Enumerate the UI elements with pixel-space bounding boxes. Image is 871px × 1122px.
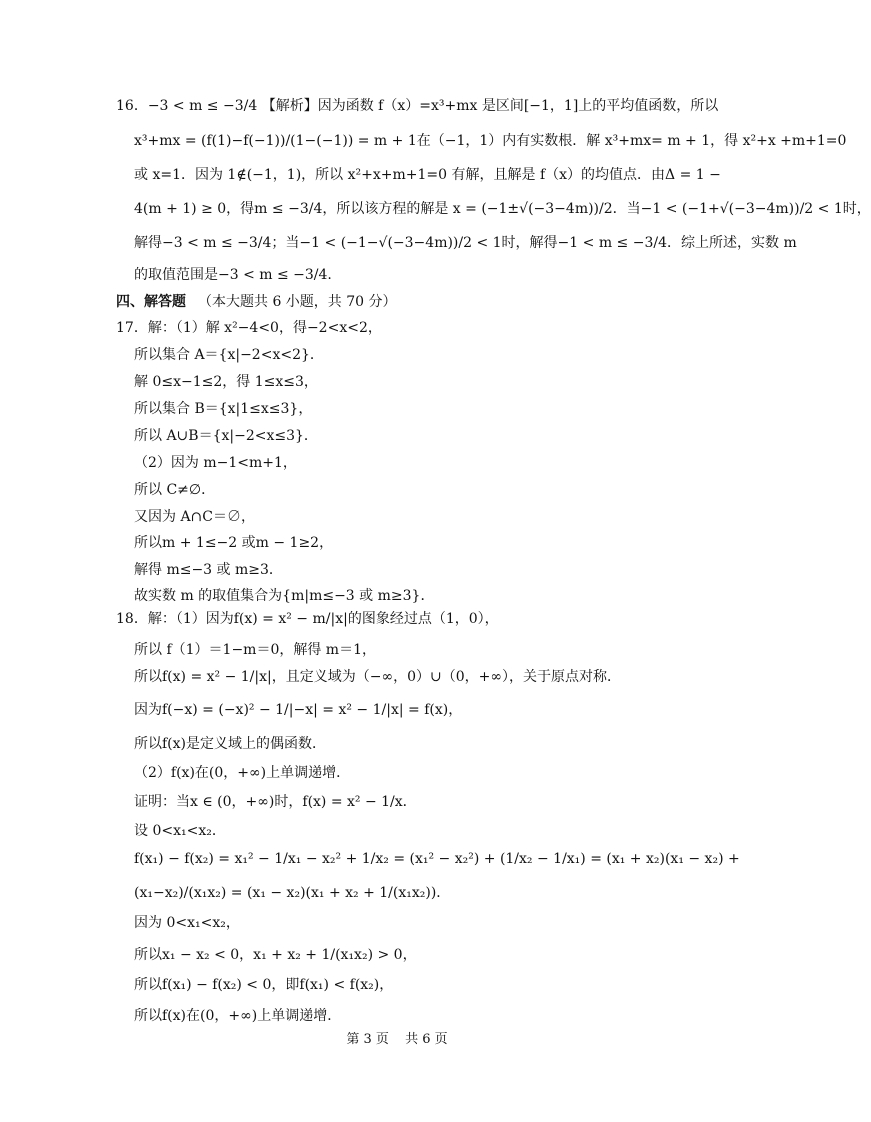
q17-line-text: 所以集合 B＝{x|1≤x≤3}， [134, 401, 313, 417]
q17-line-text: （2）因为 m−1<m+1， [134, 455, 297, 471]
q17-line-text: 所以 A∪B＝{x|−2<x≤3}． [134, 428, 318, 444]
page-number: 第 3 页 [346, 1032, 389, 1047]
page-footer [0, 1028, 794, 1047]
q16-text: 的取值范围是−3 < m ≤ −3/4. [134, 267, 332, 283]
q16-text: 或 x=1．因为 1∉(−1，1)，所以 x²+x+m+1=0 有解，且解是 f（x）的均值点．由Δ = 1 − [134, 167, 721, 183]
q17-line-text: 所以 C≠∅． [134, 482, 216, 498]
q18-line-text: 设 0<x₁<x₂． [134, 823, 226, 839]
q17-line-text: 故实数 m 的取值集合为{m|m≤−3 或 m≥3}． [134, 588, 435, 604]
q17-line-text: 所以集合 A＝{x|−2<x<2}． [134, 347, 324, 363]
q17-line-text: 解得 m≤−3 或 m≥3． [134, 562, 283, 578]
q18-line-text: f(x₁) − f(x₂) = x₁² − 1/x₁ − x₂² + 1/x₂ = (x₁² − x₂²) + (1/x₂ − 1/x₁) = (x₁ + x₂)(x₁ − x₂) + [134, 851, 740, 867]
q16-text: x³+mx = (f(1)−f(−1))/(1−(−1)) = m + 1在（−1，1）内有实数根．解 x³+mx= m + 1，得 x²+x +m+1=0 [134, 133, 847, 149]
q18-line-text: 所以f(x)在(0，+∞)上单调递增． [134, 1008, 342, 1024]
q18-line-text: 所以f(x)是定义域上的偶函数． [134, 736, 327, 752]
q16-text: 4(m + 1) ≥ 0，得m ≤ −3/4，所以该方程的解是 x = (−1±√(−3−4m))/2．当−1 < (−1+√(−3−4m))/2 < 1时， [134, 201, 871, 217]
q18-line-text: 所以f(x) = x² − 1/|x|，且定义域为（−∞，0）∪（0，+∞），关于原点对称． [134, 669, 622, 685]
q18-line-text: （2）f(x)在(0，+∞)上单调递增． [134, 765, 351, 781]
q17-line-text: 17．解：（1）解 x²−4<0，得−2<x<2， [116, 320, 382, 336]
q17-line-text: 又因为 A∩C＝∅， [134, 509, 256, 525]
q18-line-text: 所以x₁ − x₂ < 0，x₁ + x₂ + 1/(x₁x₂) > 0， [134, 947, 417, 963]
q16-text: 解得−3 < m ≤ −3/4；当−1 < (−1−√(−3−4m))/2 < 1时，解得−1 < m ≤ −3/4．综上所述，实数 m [134, 235, 797, 251]
q16-text: 16．−3 < m ≤ −3/4 【解析】因为函数 f（x）=x³+mx 是区间[−1，1]上的平均值函数，所以 [116, 98, 719, 114]
q18-line-text: 因为 0<x₁<x₂， [134, 915, 240, 931]
q18-line-text: 证明：当x ∈ (0，+∞)时，f(x) = x² − 1/x． [134, 794, 417, 810]
section-title: 四、解答题 [116, 294, 186, 310]
q18-line-text: 因为f(−x) = (−x)² − 1/|−x| = x² − 1/|x| = f(x)， [134, 702, 463, 718]
q18-line-text: 18．解：（1）因为f(x) = x² − m/|x|的图象经过点（1，0）， [116, 611, 499, 627]
q18-line-text: 所以 f（1）＝1−m＝0，解得 m＝1， [134, 642, 376, 658]
q18-line-text: (x₁−x₂)/(x₁x₂) = (x₁ − x₂)(x₁ + x₂ + 1/(x₁x₂))． [134, 885, 451, 901]
q18-line-text: 所以f(x₁) − f(x₂) < 0，即f(x₁) < f(x₂)， [134, 977, 394, 993]
q17-line-text: 解 0≤x−1≤2，得 1≤x≤3， [134, 374, 318, 390]
section-note: （本大题共 6 小题，共 70 分） [198, 294, 397, 310]
page-total: 共 6 页 [405, 1032, 448, 1047]
q17-line-text: 所以m + 1≤−2 或m − 1≥2， [134, 535, 334, 551]
